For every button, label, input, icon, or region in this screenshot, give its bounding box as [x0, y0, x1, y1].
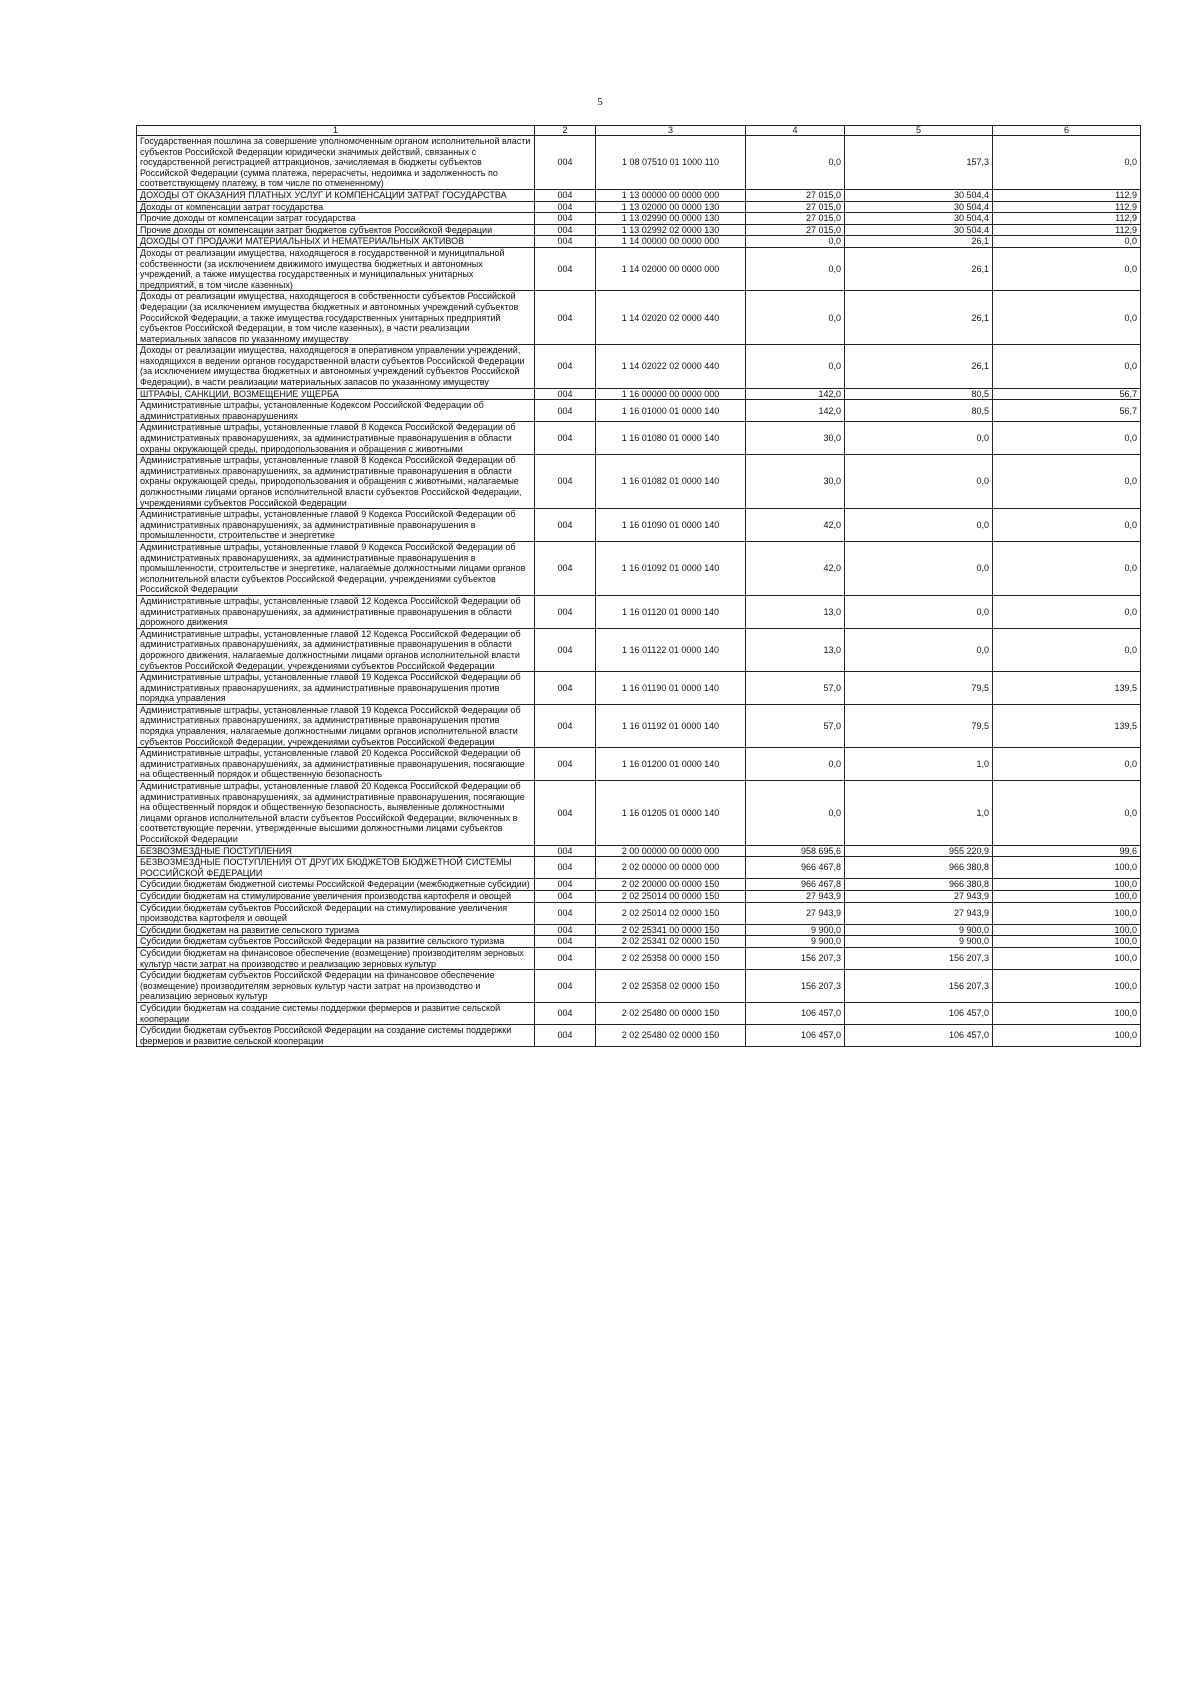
row-name-cell: Субсидии бюджетам субъектов Российской Федерации на развитие сельского туризма [137, 936, 535, 948]
row-value-6-cell: 0,0 [993, 345, 1141, 388]
table-row [137, 247, 1141, 290]
row-admin-code-cell: 004 [535, 704, 596, 747]
table-row [137, 595, 1141, 628]
row-admin-code-cell: 004 [535, 595, 596, 628]
row-income-code-cell: 1 16 01122 01 0000 140 [596, 628, 746, 671]
row-value-4-cell: 57,0 [746, 672, 845, 705]
row-name-cell: Административные штрафы, установленные главой 12 Кодекса Российской Федерации об административных правонарушениях, за административные правонарушения в области дорожного движения, налагаемые должностными лицами органов исполнительной власти субъектов Российской Федерации, учреждениями субъектов Российской Федерации [137, 628, 535, 671]
row-admin-code-cell: 004 [535, 509, 596, 542]
row-value-4-cell: 27 943,9 [746, 902, 845, 924]
table-row [137, 213, 1141, 225]
table-row [137, 422, 1141, 455]
table-row [137, 704, 1141, 747]
row-value-5-cell: 80,5 [845, 388, 993, 400]
row-value-5-cell: 30 504,4 [845, 189, 993, 201]
row-income-code-cell: 1 13 02992 02 0000 130 [596, 224, 746, 236]
row-admin-code-cell: 004 [535, 201, 596, 213]
row-value-5-cell: 0,0 [845, 509, 993, 542]
column-header-2: 2 [535, 126, 596, 136]
row-admin-code-cell: 004 [535, 136, 596, 190]
row-value-6-cell: 139,5 [993, 672, 1141, 705]
row-admin-code-cell: 004 [535, 1025, 596, 1047]
row-value-6-cell: 0,0 [993, 541, 1141, 595]
table-row [137, 291, 1141, 345]
page-number: 5 [597, 96, 603, 108]
row-value-6-cell: 0,0 [993, 136, 1141, 190]
row-name-cell: Субсидии бюджетам на развитие сельского туризма [137, 924, 535, 936]
row-income-code-cell: 2 02 20000 00 0000 150 [596, 879, 746, 891]
row-value-5-cell: 27 943,9 [845, 890, 993, 902]
row-value-5-cell: 79,5 [845, 672, 993, 705]
row-value-6-cell: 0,0 [993, 455, 1141, 509]
row-value-5-cell: 0,0 [845, 422, 993, 455]
row-income-code-cell: 1 16 00000 00 0000 000 [596, 388, 746, 400]
row-income-code-cell: 1 16 01192 01 0000 140 [596, 704, 746, 747]
row-value-4-cell: 966 467,8 [746, 879, 845, 891]
row-value-5-cell: 0,0 [845, 541, 993, 595]
row-value-5-cell: 27 943,9 [845, 902, 993, 924]
row-value-5-cell: 966 380,8 [845, 857, 993, 879]
row-name-cell: Субсидии бюджетам на стимулирование увеличения производства картофеля и овощей [137, 890, 535, 902]
row-income-code-cell: 1 13 02990 00 0000 130 [596, 213, 746, 225]
row-value-6-cell: 100,0 [993, 1025, 1141, 1047]
row-admin-code-cell: 004 [535, 879, 596, 891]
row-name-cell: БЕЗВОЗМЕЗДНЫЕ ПОСТУПЛЕНИЯ ОТ ДРУГИХ БЮДЖЕТОВ БЮДЖЕТНОЙ СИСТЕМЫ РОССИЙСКОЙ ФЕДЕРАЦИИ [137, 857, 535, 879]
table-row [137, 845, 1141, 857]
row-admin-code-cell: 004 [535, 455, 596, 509]
row-income-code-cell: 2 02 25341 02 0000 150 [596, 936, 746, 948]
row-value-4-cell: 0,0 [746, 236, 845, 248]
row-admin-code-cell: 004 [535, 247, 596, 290]
row-value-5-cell: 30 504,4 [845, 213, 993, 225]
table-row [137, 970, 1141, 1003]
row-admin-code-cell: 004 [535, 672, 596, 705]
table-row [137, 781, 1141, 846]
table-row [137, 136, 1141, 190]
row-name-cell: Административные штрафы, установленные главой 9 Кодекса Российской Федерации об административных правонарушениях, за административные правонарушения в промышленности, строительстве и энергетике, налагаемые должностными лицами органов исполнительной власти субъектов Российской Федерации, учреждениями субъектов Российской Федерации [137, 541, 535, 595]
table-row [137, 879, 1141, 891]
row-value-4-cell: 958 695,6 [746, 845, 845, 857]
row-name-cell: Субсидии бюджетам субъектов Российской Федерации на создание системы поддержки фермеров и развитие сельской кооперации [137, 1025, 535, 1047]
row-value-5-cell: 30 504,4 [845, 201, 993, 213]
row-value-5-cell: 0,0 [845, 455, 993, 509]
row-value-4-cell: 27 943,9 [746, 890, 845, 902]
row-name-cell: Административные штрафы, установленные главой 19 Кодекса Российской Федерации об административных правонарушениях, за административные правонарушения против порядка управления [137, 672, 535, 705]
table-row [137, 224, 1141, 236]
row-value-4-cell: 27 015,0 [746, 213, 845, 225]
row-name-cell: Прочие доходы от компенсации затрат государства [137, 213, 535, 225]
table-row [137, 936, 1141, 948]
row-name-cell: ДОХОДЫ ОТ ОКАЗАНИЯ ПЛАТНЫХ УСЛУГ И КОМПЕНСАЦИИ ЗАТРАТ ГОСУДАРСТВА [137, 189, 535, 201]
row-income-code-cell: 1 16 01000 01 0000 140 [596, 400, 746, 422]
row-name-cell: Доходы от компенсации затрат государства [137, 201, 535, 213]
row-name-cell: БЕЗВОЗМЕЗДНЫЕ ПОСТУПЛЕНИЯ [137, 845, 535, 857]
row-value-4-cell: 57,0 [746, 704, 845, 747]
row-value-5-cell: 79,5 [845, 704, 993, 747]
row-name-cell: Доходы от реализации имущества, находящегося в государственной и муниципальной собственности (за исключением движимого имущества бюджетных и автономных учреждений, а также имущества государственных и муниципальных унитарных предприятий, в том числе казенных) [137, 247, 535, 290]
row-admin-code-cell: 004 [535, 345, 596, 388]
row-value-5-cell: 26,1 [845, 345, 993, 388]
row-admin-code-cell: 004 [535, 845, 596, 857]
row-value-6-cell: 56,7 [993, 400, 1141, 422]
row-value-6-cell: 0,0 [993, 748, 1141, 781]
row-value-4-cell: 9 900,0 [746, 924, 845, 936]
row-income-code-cell: 2 00 00000 00 0000 000 [596, 845, 746, 857]
row-value-6-cell: 0,0 [993, 509, 1141, 542]
table-row [137, 672, 1141, 705]
row-income-code-cell: 2 02 25358 00 0000 150 [596, 947, 746, 969]
row-value-6-cell: 0,0 [993, 291, 1141, 345]
table-row [137, 509, 1141, 542]
row-name-cell: Государственная пошлина за совершение уполномоченным органом исполнительной власти субъектов Российской Федерации юридически значимых действий, связанных с государственной регистрацией аттракционов, зачисляемая в бюджеты субъектов Российской Федерации (сумма платежа, перерасчеты, недоимка и задолженность по соответствующему платежу, в том числе по отмененному) [137, 136, 535, 190]
table-row [137, 902, 1141, 924]
row-income-code-cell: 2 02 25014 00 0000 150 [596, 890, 746, 902]
row-value-4-cell: 0,0 [746, 781, 845, 846]
row-value-4-cell: 156 207,3 [746, 947, 845, 969]
column-header-6: 6 [993, 126, 1141, 136]
row-admin-code-cell: 004 [535, 224, 596, 236]
row-admin-code-cell: 004 [535, 189, 596, 201]
row-value-5-cell: 156 207,3 [845, 970, 993, 1003]
row-value-6-cell: 100,0 [993, 1002, 1141, 1024]
row-value-6-cell: 99,6 [993, 845, 1141, 857]
row-value-6-cell: 100,0 [993, 857, 1141, 879]
row-name-cell: Административные штрафы, установленные главой 8 Кодекса Российской Федерации об административных правонарушениях, за административные правонарушения в области охраны окружающей среды, природопользования и обращения с животными, налагаемые должностными лицами органов исполнительной власти субъектов Российской Федерации, учреждениями субъектов Российской Федерации [137, 455, 535, 509]
row-name-cell: Административные штрафы, установленные главой 9 Кодекса Российской Федерации об административных правонарушениях, за административные правонарушения в промышленности, строительстве и энергетике [137, 509, 535, 542]
row-income-code-cell: 1 16 01092 01 0000 140 [596, 541, 746, 595]
row-admin-code-cell: 004 [535, 628, 596, 671]
row-income-code-cell: 1 08 07510 01 1000 110 [596, 136, 746, 190]
row-admin-code-cell: 004 [535, 236, 596, 248]
row-value-4-cell: 0,0 [746, 291, 845, 345]
row-value-5-cell: 9 900,0 [845, 936, 993, 948]
header-row [137, 126, 1141, 136]
row-income-code-cell: 1 14 02022 02 0000 440 [596, 345, 746, 388]
row-value-4-cell: 0,0 [746, 748, 845, 781]
table-row [137, 455, 1141, 509]
row-income-code-cell: 2 02 00000 00 0000 000 [596, 857, 746, 879]
row-admin-code-cell: 004 [535, 902, 596, 924]
row-income-code-cell: 1 16 01120 01 0000 140 [596, 595, 746, 628]
table-row [137, 345, 1141, 388]
row-value-6-cell: 112,9 [993, 224, 1141, 236]
row-value-5-cell: 1,0 [845, 748, 993, 781]
column-header-1: 1 [137, 126, 535, 136]
row-admin-code-cell: 004 [535, 924, 596, 936]
row-value-6-cell: 112,9 [993, 201, 1141, 213]
row-income-code-cell: 1 14 02020 02 0000 440 [596, 291, 746, 345]
table-row [137, 890, 1141, 902]
row-value-6-cell: 0,0 [993, 236, 1141, 248]
row-value-4-cell: 142,0 [746, 400, 845, 422]
row-value-5-cell: 9 900,0 [845, 924, 993, 936]
row-admin-code-cell: 004 [535, 400, 596, 422]
row-value-5-cell: 0,0 [845, 595, 993, 628]
row-income-code-cell: 2 02 25341 00 0000 150 [596, 924, 746, 936]
row-name-cell: Субсидии бюджетам на финансовое обеспечение (возмещение) производителям зерновых культур части затрат на производство и реализацию зерновых культур [137, 947, 535, 969]
table-row [137, 1025, 1141, 1047]
table-row [137, 1002, 1141, 1024]
row-value-4-cell: 0,0 [746, 136, 845, 190]
row-value-6-cell: 0,0 [993, 595, 1141, 628]
row-value-4-cell: 0,0 [746, 345, 845, 388]
row-value-6-cell: 100,0 [993, 936, 1141, 948]
row-income-code-cell: 1 14 02000 00 0000 000 [596, 247, 746, 290]
row-value-4-cell: 30,0 [746, 455, 845, 509]
row-value-5-cell: 80,5 [845, 400, 993, 422]
row-value-4-cell: 27 015,0 [746, 224, 845, 236]
column-header-3: 3 [596, 126, 746, 136]
table-row [137, 748, 1141, 781]
row-name-cell: ДОХОДЫ ОТ ПРОДАЖИ МАТЕРИАЛЬНЫХ И НЕМАТЕРИАЛЬНЫХ АКТИВОВ [137, 236, 535, 248]
row-value-5-cell: 26,1 [845, 291, 993, 345]
row-income-code-cell: 2 02 25014 02 0000 150 [596, 902, 746, 924]
row-admin-code-cell: 004 [535, 291, 596, 345]
row-income-code-cell: 2 02 25358 02 0000 150 [596, 970, 746, 1003]
row-name-cell: Административные штрафы, установленные главой 19 Кодекса Российской Федерации об административных правонарушениях, за административные правонарушения против порядка управления, налагаемые должностными лицами органов исполнительной власти субъектов Российской Федерации, учреждениями субъектов Российской Федерации [137, 704, 535, 747]
row-name-cell: Административные штрафы, установленные главой 20 Кодекса Российской Федерации об административных правонарушениях, за административные правонарушения, посягающие на общественный порядок и общественную безопасность, выявленные должностными лицами органов исполнительной власти субъектов Российской Федерации, включенных в соответствующие перечни, утвержденные высшими должностными лицами субъектов Российской Федерации [137, 781, 535, 846]
row-income-code-cell: 1 16 01205 01 0000 140 [596, 781, 746, 846]
row-value-5-cell: 26,1 [845, 236, 993, 248]
row-admin-code-cell: 004 [535, 422, 596, 455]
table-row [137, 857, 1141, 879]
row-income-code-cell: 1 16 01190 01 0000 140 [596, 672, 746, 705]
row-value-6-cell: 100,0 [993, 890, 1141, 902]
row-admin-code-cell: 004 [535, 781, 596, 846]
row-admin-code-cell: 004 [535, 541, 596, 595]
row-name-cell: Субсидии бюджетам субъектов Российской Федерации на стимулирование увеличения производства картофеля и овощей [137, 902, 535, 924]
budget-table [136, 125, 1141, 1047]
row-admin-code-cell: 004 [535, 936, 596, 948]
row-value-6-cell: 139,5 [993, 704, 1141, 747]
row-name-cell: Прочие доходы от компенсации затрат бюджетов субъектов Российской Федерации [137, 224, 535, 236]
row-value-4-cell: 13,0 [746, 628, 845, 671]
row-value-4-cell: 0,0 [746, 247, 845, 290]
row-value-5-cell: 955 220,9 [845, 845, 993, 857]
row-name-cell: Доходы от реализации имущества, находящегося в собственности субъектов Российской Федерации (за исключением имущества бюджетных и автономных учреждений субъектов Российской Федерации, а также имущества государственных унитарных предприятий субъектов Российской Федерации, в том числе казенных), в части реализации материальных запасов по указанному имуществу [137, 291, 535, 345]
row-admin-code-cell: 004 [535, 213, 596, 225]
row-value-6-cell: 56,7 [993, 388, 1141, 400]
row-income-code-cell: 1 13 02000 00 0000 130 [596, 201, 746, 213]
row-value-6-cell: 0,0 [993, 422, 1141, 455]
row-admin-code-cell: 004 [535, 947, 596, 969]
row-value-6-cell: 100,0 [993, 947, 1141, 969]
row-value-5-cell: 0,0 [845, 628, 993, 671]
row-value-4-cell: 106 457,0 [746, 1025, 845, 1047]
column-header-4: 4 [746, 126, 845, 136]
row-value-6-cell: 100,0 [993, 879, 1141, 891]
table-body [137, 126, 1141, 1047]
row-income-code-cell: 2 02 25480 02 0000 150 [596, 1025, 746, 1047]
table-row [137, 388, 1141, 400]
row-name-cell: Доходы от реализации имущества, находящегося в оперативном управлении учреждений, находящихся в ведении органов государственной власти субъектов Российской Федерации (за исключением имущества бюджетных и автономных учреждений субъектов Российской Федерации), в части реализации материальных запасов по указанному имуществу [137, 345, 535, 388]
table-row [137, 400, 1141, 422]
row-value-4-cell: 966 467,8 [746, 857, 845, 879]
row-name-cell: Субсидии бюджетам на создание системы поддержки фермеров и развитие сельской кооперации [137, 1002, 535, 1024]
row-income-code-cell: 1 16 01080 01 0000 140 [596, 422, 746, 455]
row-value-5-cell: 106 457,0 [845, 1002, 993, 1024]
row-value-4-cell: 30,0 [746, 422, 845, 455]
table-row [137, 236, 1141, 248]
row-value-5-cell: 966 380,8 [845, 879, 993, 891]
row-name-cell: Субсидии бюджетам субъектов Российской Федерации на финансовое обеспечение (возмещение) производителям зерновых культур части затрат на производство и реализацию зерновых культур [137, 970, 535, 1003]
row-admin-code-cell: 004 [535, 1002, 596, 1024]
table-row [137, 628, 1141, 671]
row-value-6-cell: 112,9 [993, 189, 1141, 201]
row-value-4-cell: 9 900,0 [746, 936, 845, 948]
row-value-6-cell: 0,0 [993, 781, 1141, 846]
row-value-4-cell: 13,0 [746, 595, 845, 628]
row-value-6-cell: 100,0 [993, 970, 1141, 1003]
row-income-code-cell: 1 13 00000 00 0000 000 [596, 189, 746, 201]
row-name-cell: Субсидии бюджетам бюджетной системы Российской Федерации (межбюджетные субсидии) [137, 879, 535, 891]
row-value-4-cell: 156 207,3 [746, 970, 845, 1003]
table-row [137, 947, 1141, 969]
row-income-code-cell: 1 16 01090 01 0000 140 [596, 509, 746, 542]
row-admin-code-cell: 004 [535, 388, 596, 400]
row-value-6-cell: 0,0 [993, 628, 1141, 671]
row-value-5-cell: 157,3 [845, 136, 993, 190]
row-value-4-cell: 42,0 [746, 541, 845, 595]
row-value-4-cell: 106 457,0 [746, 1002, 845, 1024]
row-name-cell: Административные штрафы, установленные главой 20 Кодекса Российской Федерации об административных правонарушениях, за административные правонарушения, посягающие на общественный порядок и общественную безопасность [137, 748, 535, 781]
row-value-4-cell: 42,0 [746, 509, 845, 542]
column-header-5: 5 [845, 126, 993, 136]
row-value-6-cell: 0,0 [993, 247, 1141, 290]
row-value-6-cell: 100,0 [993, 902, 1141, 924]
row-income-code-cell: 1 16 01200 01 0000 140 [596, 748, 746, 781]
table-row [137, 201, 1141, 213]
row-income-code-cell: 1 16 01082 01 0000 140 [596, 455, 746, 509]
row-value-4-cell: 27 015,0 [746, 189, 845, 201]
row-value-6-cell: 112,9 [993, 213, 1141, 225]
row-value-6-cell: 100,0 [993, 924, 1141, 936]
row-admin-code-cell: 004 [535, 890, 596, 902]
row-value-5-cell: 26,1 [845, 247, 993, 290]
table-row [137, 189, 1141, 201]
row-income-code-cell: 2 02 25480 00 0000 150 [596, 1002, 746, 1024]
row-value-5-cell: 156 207,3 [845, 947, 993, 969]
table-row [137, 924, 1141, 936]
row-name-cell: Административные штрафы, установленные Кодексом Российской Федерации об административных правонарушениях [137, 400, 535, 422]
row-value-5-cell: 106 457,0 [845, 1025, 993, 1047]
row-name-cell: ШТРАФЫ, САНКЦИИ, ВОЗМЕЩЕНИЕ УЩЕРБА [137, 388, 535, 400]
row-value-5-cell: 1,0 [845, 781, 993, 846]
row-value-5-cell: 30 504,4 [845, 224, 993, 236]
row-value-4-cell: 27 015,0 [746, 201, 845, 213]
row-income-code-cell: 1 14 00000 00 0000 000 [596, 236, 746, 248]
row-admin-code-cell: 004 [535, 857, 596, 879]
row-name-cell: Административные штрафы, установленные главой 12 Кодекса Российской Федерации об административных правонарушениях, за административные правонарушения в области дорожного движения [137, 595, 535, 628]
row-admin-code-cell: 004 [535, 748, 596, 781]
row-value-4-cell: 142,0 [746, 388, 845, 400]
table-row [137, 541, 1141, 595]
row-admin-code-cell: 004 [535, 970, 596, 1003]
row-name-cell: Административные штрафы, установленные главой 8 Кодекса Российской Федерации об административных правонарушениях, за административные правонарушения в области охраны окружающей среды, природопользования и обращения с животными [137, 422, 535, 455]
